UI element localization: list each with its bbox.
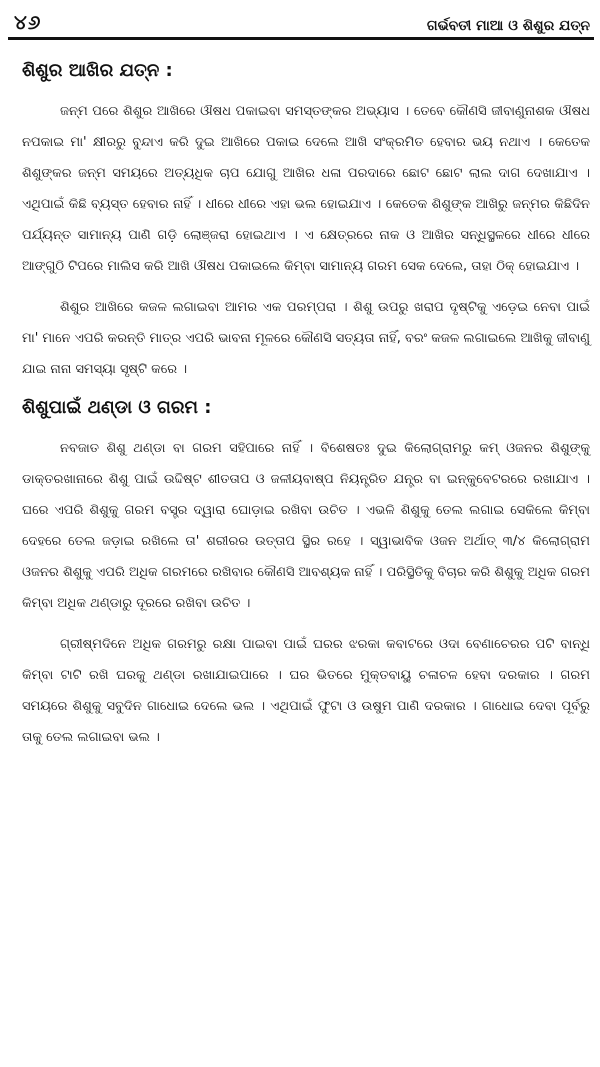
paragraph: ଶିଶୁର ଆଖିରେ କଜଳ ଲଗାଇବା ଆମର ଏକ ପରମ୍ପରା । ଶିଶୁ ଉପରୁ ଖରାପ ଦୃଷ୍ଟିକୁ ଏଡ଼େଇ ନେବା ପାଇଁ ମା' ମାନେ ଏପରି କରନ୍ତି ମାତ୍ର ଏପରି ଭାବନା ମୂଳରେ କୌଣସି ସତ୍ୟତା ନାହିଁ, ବରଂ କଜଳ ଲଗାଇଲେ ଆଖିକୁ ଜୀବାଣୁ ଯାଇ ନାନା ସମସ୍ୟା ସୃଷ୍ଟି କରେ । (22, 300, 590, 377)
page-number: ୪୬ (14, 10, 42, 34)
paragraph: ଜନ୍ମ ପରେ ଶିଶୁର ଆଖିରେ ଔଷଧ ପକାଇବା ସମସ୍ତଙ୍କର ଅଭ୍ୟାସ । ତେବେ କୌଣସି ଜୀବାଣୁନାଶକ ଔଷଧ ନପକାଇ ମା' କ୍ଷୀରରୁ ବୁନ୍ଦାଏ କରି ଦୁଇ ଆଖିରେ ପକାଇ ଦେଲେ ଆଖି ସଂକ୍ରମିତ ହେବାର ଭୟ ନଥାଏ । କେତେକ ଶିଶୁଙ୍କର ଜନ୍ମ ସମୟରେ ଅତ୍ୟଧିକ ଚାପ ଯୋଗୁ ଆଖିର ଧଳା ପରଦାରେ ଛୋଟ ଛୋଟ ଲାଲ ଦାଗ ଦେଖାଯାଏ । ଏଥିପାଇଁ କିଛି ବ୍ୟସ୍ତ ହେବାର ନାହିଁ । ଧୀରେ ଧୀରେ ଏହା ଭଲ ହୋଇଯାଏ । କେତେକ ଶିଶୁଙ୍କ ଆଖିରୁ ଜନ୍ମର କିଛିଦିନ ପର୍ଯ୍ୟନ୍ତ ସାମାନ୍ୟ ପାଣି ଗଡ଼ି ଲୋଞ୍ଜରା ହୋଇଥାଏ । ଏ କ୍ଷେତ୍ରରେ ନାକ ଓ ଆଖିର ସନ୍ଧିସ୍ଥଳରେ ଧୀରେ ଧୀରେ ଆଙ୍ଗୁଠି ଟିପରେ ମାଲିସ କରି ଆଖି ଔଷଧ ପକାଇଲେ କିମ୍ବା ସାମାନ୍ୟ ଗରମ ସେକ ଦେଲେ, ତାହା ଠିକ୍ ହୋଇଯାଏ । (22, 104, 590, 274)
header-rule (8, 37, 594, 40)
running-title: ଗର୍ଭବତୀ ମାଆ ଓ ଶିଶୁର ଯତ୍ନ (426, 18, 590, 34)
section-heading: ଶିଶୁର ଆଖିର ଯତ୍ନ : (22, 60, 173, 81)
paragraph: ନବଜାତ ଶିଶୁ ଥଣ୍ଡା ବା ଗରମ ସହିପାରେ ନାହିଁ । ବିଶେଷତଃ ଦୁଇ କିଲୋଗ୍ରାମରୁ କମ୍ ଓଜନର ଶିଶୁଙ୍କୁ ଡାକ୍ତରଖାନାରେ ଶିଶୁ ପାଇଁ ଉଦ୍ଦିଷ୍ଟ ଶୀତତାପ ଓ ଜଳୀୟବାଷ୍ପ ନିୟନ୍ତ୍ରିତ ଯନ୍ତ୍ର ବା ଇନ୍କୁବେଟରରେ ରଖାଯାଏ । ଘରେ ଏପରି ଶିଶୁକୁ ଗରମ ବସ୍ତ୍ର ଦ୍ୱାରା ଘୋଡ଼ାଇ ରଖିବା ଉଚିତ । ଏଭଳି ଶିଶୁକୁ ତେଲ ଲଗାଇ ସେକିଲେ କିମ୍ବା ଦେହରେ ତେଲ ଜଡ଼ାଇ ରଖିଲେ ତା' ଶରୀରର ଉତ୍ତାପ ସ୍ଥିର ରହେ । ସ୍ୱାଭାବିକ ଓଜନ ଅର୍ଥାତ୍ ୩/୪ କିଲୋଗ୍ରାମ ଓଜନର ଶିଶୁକୁ ଏପରି ଅଧିକ ଗରମରେ ରଖିବାର କୌଣସି ଆବଶ୍ୟକ ନାହିଁ । ପରିସ୍ଥିତିକୁ ବିଚାର କରି ଶିଶୁକୁ ଅଧିକ ଗରମ କିମ୍ବା ଅଧିକ ଥଣ୍ଡାରୁ ଦୂରରେ ରଖିବା ଉଚିତ । (22, 441, 590, 611)
section-eye-care (22, 58, 590, 385)
section-cold-and-heat (22, 395, 590, 753)
page-header (14, 4, 590, 34)
section-heading: ଶିଶୁପାଇଁ ଥଣ୍ଡା ଓ ଗରମ : (22, 397, 212, 418)
page-body (22, 58, 590, 763)
paragraph: ଗ୍ରୀଷ୍ମଦିନେ ଅଧିକ ଗରମରୁ ରକ୍ଷା ପାଇବା ପାଇଁ ଘରର ଝରକା କବାଟରେ ଓଦା ବେଣାଚେରର ପଟି ବାନ୍ଧି କିମ୍ବା ଟାଟି ରଖି ଘରକୁ ଥଣ୍ଡା ରଖାଯାଇପାରେ । ଘର ଭିତରେ ମୁକ୍ତବାୟୁ ଚଳାଚଳ ହେବା ଦରକାର । ଗରମ ସମୟରେ ଶିଶୁକୁ ସବୁଦିନ ଗାଧୋଇ ଦେଲେ ଭଲ । ଏଥିପାଇଁ ଫୁଟା ଓ ଉଷୁମ ପାଣି ଦରକାର । ଗାଧୋଇ ଦେବା ପୂର୍ବରୁ ତାକୁ ତେଲ ଲଗାଇବା ଭଲ । (22, 637, 590, 745)
